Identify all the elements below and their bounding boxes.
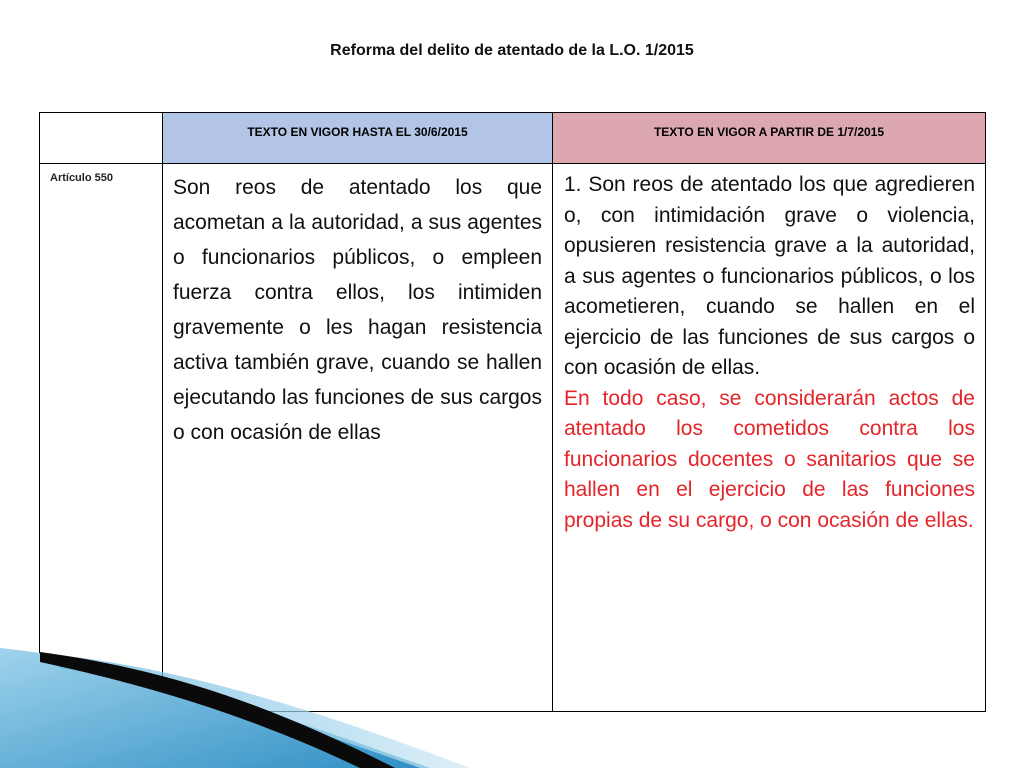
new-text-paragraph-1: 1. Son reos de atentado los que agredieren o, con intimidación grave o violencia, opusieren resistencia grave a la autoridad, a sus agentes o funcionarios públicos, o los acometieren, cuando se hallen en el ejercicio de las funciones de sus cargos o con ocasión de ellas. bbox=[564, 173, 975, 379]
header-old-text bbox=[163, 113, 553, 164]
old-text-cell: Son reos de atentado los que acometan a la autoridad, a sus agentes o funcionarios públicos, o empleen fuerza contra ellos, los intimiden gravemente o les hagan resistencia activa también grave, cuando se hallen ejecutando las funciones de sus cargos o con ocasión de ellas bbox=[163, 164, 553, 712]
header-old-label: TEXTO EN VIGOR HASTA EL 30/6/2015 bbox=[247, 125, 468, 139]
table-row bbox=[40, 164, 986, 712]
header-corner-cell bbox=[40, 113, 163, 164]
header-new-text bbox=[553, 113, 986, 164]
article-cell bbox=[40, 164, 163, 712]
header-new-label: TEXTO EN VIGOR A PARTIR DE 1/7/2015 bbox=[653, 125, 885, 139]
new-text-cell bbox=[553, 164, 986, 712]
article-label: Artículo 550 bbox=[50, 172, 113, 184]
page-title: Reforma del delito de atentado de la L.O. 1/2015 bbox=[330, 42, 694, 59]
new-text-paragraph-2: En todo caso, se considerarán actos de atentado los cometidos contra los funcionarios docentes o sanitarios que se hallen en el ejercicio de las funciones propias de su cargo, o con ocasión de ellas. bbox=[564, 386, 975, 532]
table-header-row bbox=[40, 113, 986, 164]
comparison-table bbox=[39, 112, 986, 712]
